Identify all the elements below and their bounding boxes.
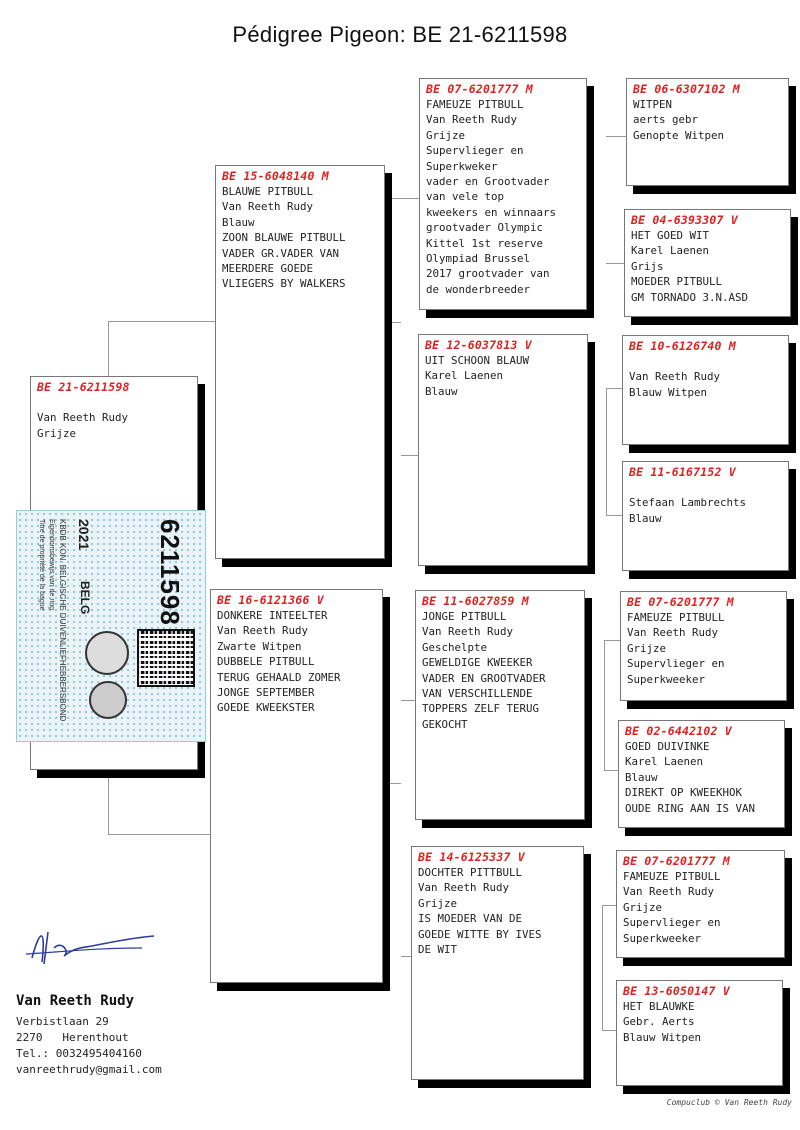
connector-gp2-a xyxy=(606,388,622,389)
ring-card-number: 6211598 xyxy=(155,519,185,626)
line-5: Superkweeker xyxy=(623,931,702,945)
line-3: Grijze xyxy=(418,896,458,910)
line-1: FAMEUZE PITBULL xyxy=(623,870,721,883)
connector-sire xyxy=(385,198,402,455)
ring-card-country: BELG xyxy=(78,581,92,615)
line-4: DIREKT OP KWEEKHOK xyxy=(625,786,743,800)
line-11: Olympiad Brussel xyxy=(426,252,531,266)
line-3: Grijze xyxy=(627,641,667,655)
line-2: Van Reeth Rudy xyxy=(623,885,715,899)
line-5: OUDE RING AAN IS VAN xyxy=(625,801,756,815)
connector-sire-bot xyxy=(401,455,419,456)
owner-email[interactable]: vanreethrudy@gmail.com xyxy=(16,1063,162,1076)
line-4: GEWELDIGE KWEEKER xyxy=(422,656,533,670)
line-1 xyxy=(37,395,191,410)
connector-gp4 xyxy=(602,905,617,1030)
connector-gp3 xyxy=(604,640,619,770)
line-5: VADER GR.VADER VAN xyxy=(222,246,340,260)
line-3: Grijze xyxy=(623,900,663,914)
line-4: Supervlieger en xyxy=(426,144,524,158)
line-3: Blauw xyxy=(425,384,458,398)
connector-dam xyxy=(385,700,402,956)
pigeon-card-sire-sire xyxy=(419,78,587,310)
line-2: Van Reeth Rudy xyxy=(422,625,514,639)
line-3: Blauw Witpen xyxy=(629,385,708,399)
line-3: Blauw Witpen xyxy=(623,1030,702,1044)
line-3: Blauw xyxy=(629,511,662,525)
connector-gp2 xyxy=(606,388,621,515)
owner-street: Verbistlaan 29 xyxy=(16,1015,109,1028)
ring-ownership-card xyxy=(16,510,206,742)
handwritten-signature xyxy=(22,918,162,970)
line-2: aerts gebr xyxy=(633,113,699,127)
line-13: de wonderbreeder xyxy=(426,282,531,296)
kbdb-logo-icon xyxy=(85,631,129,675)
line-3: Geschelpte xyxy=(422,640,488,654)
line-5: GOEDE WITTE BY IVES xyxy=(418,927,542,941)
page-title: Pédigree Pigeon: BE 21-6211598 xyxy=(232,22,568,47)
connector-dam-bot xyxy=(401,956,411,957)
pigeon-card-dsd xyxy=(618,720,785,828)
line-1: FAMEUZE PITBULL xyxy=(426,98,524,111)
line-2: Karel Laenen xyxy=(425,369,504,383)
connector-gp3-b xyxy=(604,770,618,771)
line-1: BLAUWE PITBULL xyxy=(222,185,314,198)
connector-dam-top xyxy=(401,700,415,701)
line-6: MEERDERE GOEDE xyxy=(222,262,314,276)
line-8: GEKOCHT xyxy=(422,717,468,731)
line-3: Grijze xyxy=(37,426,77,440)
line-2: Van Reeth Rudy xyxy=(222,200,314,214)
pigeon-card-sdd xyxy=(622,461,789,571)
connector-sire-top xyxy=(385,198,419,199)
ring-number: BE 07-6201777 M xyxy=(426,82,533,96)
ring-number: BE 02-6442102 V xyxy=(625,724,732,738)
line-2: Stefaan Lambrechts xyxy=(629,496,747,510)
pigeon-card-dam xyxy=(210,589,383,983)
ring-number: BE 06-6307102 M xyxy=(633,82,740,96)
pigeon-card-dam-dam xyxy=(411,846,584,1080)
pigeon-card-sds xyxy=(622,335,789,445)
line-3: Genopte Witpen xyxy=(633,128,725,142)
line-6: VAN VERSCHILLENDE xyxy=(422,687,533,701)
line-2: Van Reeth Rudy xyxy=(37,411,129,425)
footer-credit: Compuclub © Van Reeth Rudy xyxy=(666,1098,792,1107)
line-1: DONKERE INTEELTER xyxy=(217,609,328,622)
line-2: Karel Laenen xyxy=(631,244,710,258)
owner-address xyxy=(16,993,162,1078)
pigeon-card-dss xyxy=(620,591,787,701)
connector-sire-mid xyxy=(385,322,401,323)
connector-gp4-a xyxy=(602,905,616,906)
connector-gp3-a xyxy=(604,640,620,641)
pigeon-card-sire xyxy=(215,165,385,559)
line-6: JONGE SEPTEMBER xyxy=(217,686,315,700)
ring-number: BE 11-6167152 V xyxy=(629,465,736,479)
ring-card-proof-fr: Titre de propriété de la bague xyxy=(38,519,45,611)
line-1 xyxy=(629,480,782,495)
ring-number: BE 10-6126740 M xyxy=(629,339,736,353)
line-2: Gebr. Aerts xyxy=(623,1015,695,1029)
line-2: Van Reeth Rudy xyxy=(629,370,721,384)
pigeon-card-ddd xyxy=(616,980,783,1086)
pigeon-crest-icon xyxy=(89,681,127,719)
line-1: JONGE PITBULL xyxy=(422,610,507,623)
line-4: Supervlieger en xyxy=(623,916,721,930)
line-3: Grijs xyxy=(631,259,664,273)
line-1: WITPEN xyxy=(633,98,673,111)
line-9: grootvader Olympic xyxy=(426,221,544,235)
ring-number: BE 21-6211598 xyxy=(37,380,130,394)
line-4: ZOON BLAUWE PITBULL xyxy=(222,231,346,245)
ring-number: BE 14-6125337 V xyxy=(418,850,525,864)
line-1: DOCHTER PITTBULL xyxy=(418,866,523,879)
owner-phone: Tel.: 0032495404160 xyxy=(16,1047,142,1060)
line-2: Van Reeth Rudy xyxy=(426,113,518,127)
line-12: 2017 grootvader van xyxy=(426,267,550,281)
line-4: Supervlieger en xyxy=(627,657,725,671)
pigeon-card-dds xyxy=(616,850,785,958)
line-3: Grijze xyxy=(426,128,466,142)
line-1: UIT SCHOON BLAUW xyxy=(425,354,530,367)
connector-dam-mid xyxy=(385,783,401,784)
connector-gp1-a xyxy=(606,136,626,137)
line-3: Blauw xyxy=(222,215,255,229)
ring-number: BE 11-6027859 M xyxy=(422,594,529,608)
ring-number: BE 04-6393307 V xyxy=(631,213,738,227)
line-5: VADER EN GROOTVADER xyxy=(422,671,546,685)
ring-number: BE 16-6121366 V xyxy=(217,593,324,607)
ring-card-year: 2021 xyxy=(76,519,92,551)
connector-gp4-b xyxy=(602,1030,616,1031)
ring-number: BE 15-6048140 M xyxy=(222,169,329,183)
line-2: Van Reeth Rudy xyxy=(418,881,510,895)
line-2: Karel Laenen xyxy=(625,755,704,769)
line-1: FAMEUZE PITBULL xyxy=(627,611,725,624)
ring-number: BE 13-6050147 V xyxy=(623,984,730,998)
line-5: Superkweker xyxy=(426,159,498,173)
connector-gp1-b xyxy=(606,263,624,264)
line-1: HET GOED WIT xyxy=(631,229,710,242)
pigeon-card-ssd xyxy=(624,209,791,317)
connector-gp2-b xyxy=(606,515,622,516)
line-7: TOPPERS ZELF TERUG xyxy=(422,702,540,716)
owner-name: Van Reeth Rudy xyxy=(16,993,135,1009)
line-1 xyxy=(629,354,782,369)
line-7: GOEDE KWEEKSTER xyxy=(217,701,315,715)
line-7: VLIEGERS BY WALKERS xyxy=(222,277,346,291)
line-10: Kittel 1st reserve xyxy=(426,236,544,250)
ring-card-org: KBDB KON. BELGISCHE DUIVENLIEFHEBBERSBOND xyxy=(58,519,67,722)
ring-number: BE 07-6201777 M xyxy=(627,595,734,609)
line-6: DE WIT xyxy=(418,943,458,957)
line-3: Zwarte Witpen xyxy=(217,639,302,653)
line-5: Superkweeker xyxy=(627,672,706,686)
ring-number: BE 07-6201777 M xyxy=(623,854,730,868)
line-5: GM TORNADO 3.N.ASD xyxy=(631,290,749,304)
owner-city: 2270 Herenthout xyxy=(16,1031,129,1044)
line-2: Van Reeth Rudy xyxy=(217,624,309,638)
line-1: GOED DUIVINKE xyxy=(625,740,710,753)
line-3: Blauw xyxy=(625,770,658,784)
ring-number: BE 12-6037813 V xyxy=(425,338,532,352)
qr-code-icon xyxy=(139,631,193,685)
pigeon-card-dam-sire xyxy=(415,590,585,820)
ring-card-proof-nl: Eigendomsbewijs van de ring xyxy=(48,519,55,611)
pigeon-card-sire-dam xyxy=(418,334,588,566)
line-4: IS MOEDER VAN DE xyxy=(418,912,523,926)
line-8: kweekers en winnaars xyxy=(426,205,557,219)
line-7: van vele top xyxy=(426,190,505,204)
line-1: HET BLAUWKE xyxy=(623,1000,695,1013)
line-4: MOEDER PITBULL xyxy=(631,275,723,289)
connector-gp1 xyxy=(588,136,607,263)
pigeon-card-sss xyxy=(626,78,789,186)
line-2: Van Reeth Rudy xyxy=(627,626,719,640)
line-4: DUBBELE PITBULL xyxy=(217,655,315,669)
line-6: vader en Grootvader xyxy=(426,175,550,189)
line-5: TERUG GEHAALD ZOMER xyxy=(217,670,341,684)
